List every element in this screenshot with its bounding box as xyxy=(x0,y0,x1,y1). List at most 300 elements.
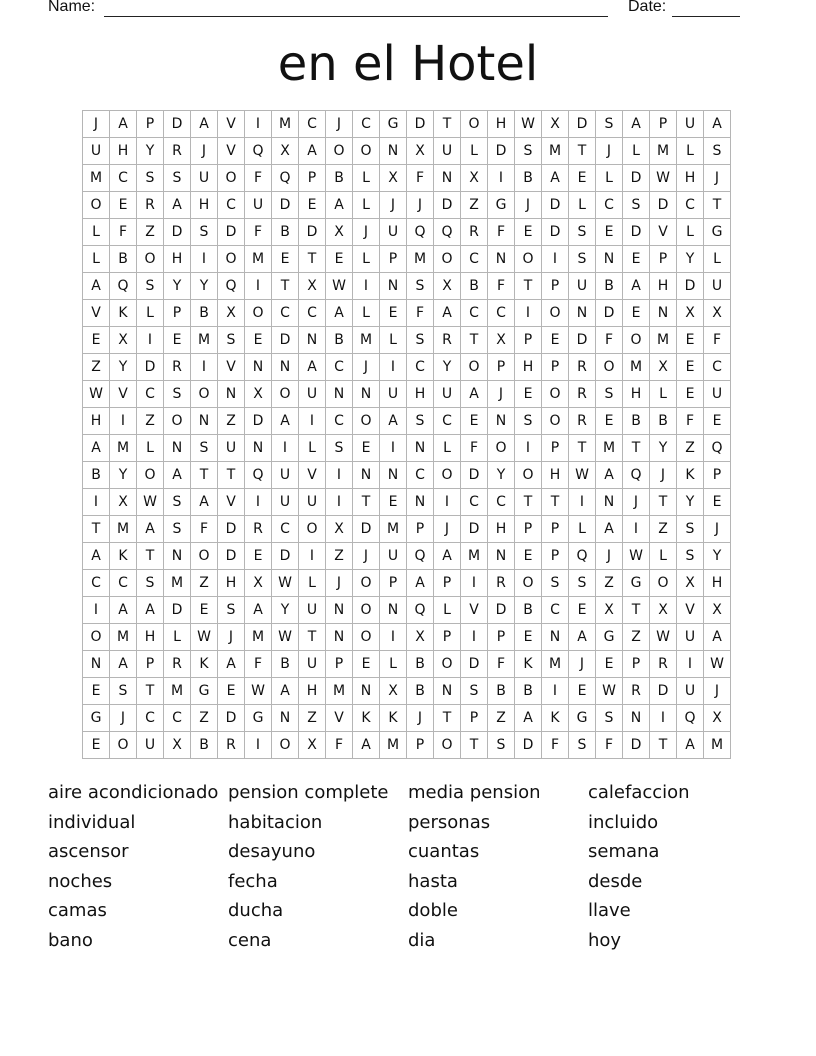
grid-cell[interactable]: E xyxy=(542,327,569,354)
grid-cell[interactable]: A xyxy=(461,381,488,408)
grid-cell[interactable]: U xyxy=(191,165,218,192)
grid-cell[interactable]: Y xyxy=(110,462,137,489)
grid-cell[interactable]: N xyxy=(380,138,407,165)
grid-cell[interactable]: E xyxy=(164,327,191,354)
grid-cell[interactable]: X xyxy=(704,300,731,327)
grid-cell[interactable]: S xyxy=(407,408,434,435)
grid-cell[interactable]: B xyxy=(461,273,488,300)
grid-cell[interactable]: U xyxy=(83,138,110,165)
grid-cell[interactable]: I xyxy=(299,543,326,570)
grid-cell[interactable]: B xyxy=(191,732,218,759)
grid-cell[interactable]: L xyxy=(380,651,407,678)
grid-cell[interactable]: B xyxy=(515,165,542,192)
grid-cell[interactable]: B xyxy=(623,408,650,435)
grid-cell[interactable]: P xyxy=(542,273,569,300)
grid-cell[interactable]: J xyxy=(83,111,110,138)
grid-cell[interactable]: O xyxy=(353,408,380,435)
grid-cell[interactable]: T xyxy=(623,597,650,624)
grid-cell[interactable]: X xyxy=(326,219,353,246)
grid-cell[interactable]: F xyxy=(596,327,623,354)
grid-cell[interactable]: M xyxy=(326,678,353,705)
grid-cell[interactable]: S xyxy=(191,435,218,462)
grid-cell[interactable]: L xyxy=(380,327,407,354)
grid-cell[interactable]: W xyxy=(137,489,164,516)
grid-cell[interactable]: S xyxy=(110,678,137,705)
grid-cell[interactable]: I xyxy=(461,624,488,651)
grid-cell[interactable]: L xyxy=(461,138,488,165)
grid-cell[interactable]: I xyxy=(137,327,164,354)
grid-cell[interactable]: Y xyxy=(137,138,164,165)
grid-cell[interactable]: C xyxy=(461,246,488,273)
grid-cell[interactable]: H xyxy=(137,624,164,651)
grid-cell[interactable]: C xyxy=(299,300,326,327)
grid-cell[interactable]: F xyxy=(461,435,488,462)
grid-cell[interactable]: E xyxy=(191,597,218,624)
grid-cell[interactable]: J xyxy=(353,219,380,246)
grid-cell[interactable]: K xyxy=(191,651,218,678)
grid-cell[interactable]: A xyxy=(677,732,704,759)
grid-cell[interactable]: U xyxy=(272,462,299,489)
grid-cell[interactable]: N xyxy=(623,705,650,732)
grid-cell[interactable]: X xyxy=(704,705,731,732)
grid-cell[interactable]: S xyxy=(515,138,542,165)
grid-cell[interactable]: J xyxy=(596,543,623,570)
grid-cell[interactable]: N xyxy=(326,624,353,651)
grid-cell[interactable]: Q xyxy=(407,597,434,624)
grid-cell[interactable]: T xyxy=(650,732,677,759)
grid-cell[interactable]: D xyxy=(218,543,245,570)
grid-cell[interactable]: Y xyxy=(677,246,704,273)
grid-cell[interactable]: A xyxy=(326,300,353,327)
grid-cell[interactable]: O xyxy=(137,246,164,273)
grid-cell[interactable]: A xyxy=(569,624,596,651)
grid-cell[interactable]: M xyxy=(272,111,299,138)
grid-cell[interactable]: T xyxy=(353,489,380,516)
grid-cell[interactable]: S xyxy=(596,111,623,138)
grid-cell[interactable]: P xyxy=(515,516,542,543)
grid-cell[interactable]: O xyxy=(137,462,164,489)
grid-cell[interactable]: X xyxy=(434,273,461,300)
grid-cell[interactable]: O xyxy=(245,300,272,327)
grid-cell[interactable]: D xyxy=(542,219,569,246)
grid-cell[interactable]: E xyxy=(596,219,623,246)
grid-cell[interactable]: N xyxy=(569,300,596,327)
grid-cell[interactable]: H xyxy=(488,111,515,138)
grid-cell[interactable]: I xyxy=(353,273,380,300)
grid-cell[interactable]: O xyxy=(272,381,299,408)
grid-cell[interactable]: N xyxy=(83,651,110,678)
grid-cell[interactable]: F xyxy=(326,732,353,759)
grid-cell[interactable]: L xyxy=(434,435,461,462)
grid-cell[interactable]: M xyxy=(407,246,434,273)
grid-cell[interactable]: N xyxy=(434,165,461,192)
grid-cell[interactable]: B xyxy=(272,219,299,246)
grid-cell[interactable]: N xyxy=(191,408,218,435)
grid-cell[interactable]: Q xyxy=(569,543,596,570)
grid-cell[interactable]: B xyxy=(407,678,434,705)
grid-cell[interactable]: F xyxy=(407,165,434,192)
grid-cell[interactable]: N xyxy=(488,246,515,273)
grid-cell[interactable]: O xyxy=(434,246,461,273)
grid-cell[interactable]: T xyxy=(569,138,596,165)
grid-cell[interactable]: B xyxy=(596,273,623,300)
grid-cell[interactable]: E xyxy=(110,192,137,219)
grid-cell[interactable]: X xyxy=(245,381,272,408)
grid-cell[interactable]: I xyxy=(623,516,650,543)
grid-cell[interactable]: B xyxy=(326,327,353,354)
grid-cell[interactable]: R xyxy=(623,678,650,705)
grid-cell[interactable]: P xyxy=(434,624,461,651)
grid-cell[interactable]: S xyxy=(164,489,191,516)
grid-cell[interactable]: E xyxy=(677,327,704,354)
grid-cell[interactable]: C xyxy=(326,354,353,381)
grid-cell[interactable]: F xyxy=(245,219,272,246)
grid-cell[interactable]: Q xyxy=(623,462,650,489)
grid-cell[interactable]: Z xyxy=(191,570,218,597)
grid-cell[interactable]: V xyxy=(299,462,326,489)
grid-cell[interactable]: I xyxy=(677,651,704,678)
grid-cell[interactable]: J xyxy=(488,381,515,408)
grid-cell[interactable]: W xyxy=(272,624,299,651)
grid-cell[interactable]: Y xyxy=(704,543,731,570)
grid-cell[interactable]: H xyxy=(191,192,218,219)
grid-cell[interactable]: S xyxy=(596,705,623,732)
grid-cell[interactable]: R xyxy=(164,138,191,165)
grid-cell[interactable]: K xyxy=(380,705,407,732)
grid-cell[interactable]: A xyxy=(137,516,164,543)
grid-cell[interactable]: Y xyxy=(191,273,218,300)
grid-cell[interactable]: E xyxy=(623,246,650,273)
grid-cell[interactable]: P xyxy=(623,651,650,678)
grid-cell[interactable]: I xyxy=(650,705,677,732)
grid-cell[interactable]: E xyxy=(515,624,542,651)
date-field-line[interactable] xyxy=(672,16,740,17)
grid-cell[interactable]: V xyxy=(110,381,137,408)
grid-cell[interactable]: G xyxy=(704,219,731,246)
grid-cell[interactable]: X xyxy=(380,678,407,705)
grid-cell[interactable]: Q xyxy=(245,138,272,165)
grid-cell[interactable]: X xyxy=(110,489,137,516)
grid-cell[interactable]: D xyxy=(299,219,326,246)
grid-cell[interactable]: I xyxy=(245,732,272,759)
grid-cell[interactable]: T xyxy=(137,543,164,570)
grid-cell[interactable]: S xyxy=(191,219,218,246)
grid-cell[interactable]: U xyxy=(299,651,326,678)
grid-cell[interactable]: U xyxy=(380,381,407,408)
grid-cell[interactable]: P xyxy=(488,354,515,381)
grid-cell[interactable]: C xyxy=(110,165,137,192)
grid-cell[interactable]: J xyxy=(704,678,731,705)
grid-cell[interactable]: N xyxy=(434,678,461,705)
grid-cell[interactable]: E xyxy=(623,300,650,327)
grid-cell[interactable]: T xyxy=(434,705,461,732)
grid-cell[interactable]: N xyxy=(299,327,326,354)
grid-cell[interactable]: O xyxy=(353,138,380,165)
grid-cell[interactable]: D xyxy=(272,192,299,219)
grid-cell[interactable]: Q xyxy=(110,273,137,300)
grid-cell[interactable]: S xyxy=(164,165,191,192)
grid-cell[interactable]: B xyxy=(326,165,353,192)
grid-cell[interactable]: L xyxy=(596,165,623,192)
grid-cell[interactable]: O xyxy=(488,435,515,462)
grid-cell[interactable]: E xyxy=(272,246,299,273)
grid-cell[interactable]: E xyxy=(704,408,731,435)
grid-cell[interactable]: O xyxy=(218,246,245,273)
grid-cell[interactable]: E xyxy=(218,678,245,705)
grid-cell[interactable]: J xyxy=(407,705,434,732)
grid-cell[interactable]: D xyxy=(488,597,515,624)
grid-cell[interactable]: D xyxy=(569,111,596,138)
grid-cell[interactable]: D xyxy=(164,111,191,138)
grid-cell[interactable]: D xyxy=(407,111,434,138)
grid-cell[interactable]: O xyxy=(326,138,353,165)
grid-cell[interactable]: Z xyxy=(191,705,218,732)
grid-cell[interactable]: S xyxy=(488,732,515,759)
grid-cell[interactable]: N xyxy=(596,246,623,273)
grid-cell[interactable]: Z xyxy=(461,192,488,219)
grid-cell[interactable]: R xyxy=(569,354,596,381)
grid-cell[interactable]: W xyxy=(704,651,731,678)
grid-cell[interactable]: J xyxy=(623,489,650,516)
grid-cell[interactable]: T xyxy=(272,273,299,300)
grid-cell[interactable]: C xyxy=(137,705,164,732)
grid-cell[interactable]: N xyxy=(272,705,299,732)
grid-cell[interactable]: V xyxy=(461,597,488,624)
grid-cell[interactable]: L xyxy=(623,138,650,165)
grid-cell[interactable]: C xyxy=(488,489,515,516)
grid-cell[interactable]: X xyxy=(650,597,677,624)
grid-cell[interactable]: N xyxy=(488,408,515,435)
grid-cell[interactable]: K xyxy=(110,300,137,327)
grid-cell[interactable]: A xyxy=(623,273,650,300)
grid-cell[interactable]: E xyxy=(353,435,380,462)
grid-cell[interactable]: U xyxy=(218,435,245,462)
grid-cell[interactable]: D xyxy=(623,165,650,192)
grid-cell[interactable]: I xyxy=(380,435,407,462)
grid-cell[interactable]: I xyxy=(326,462,353,489)
grid-cell[interactable]: V xyxy=(83,300,110,327)
grid-cell[interactable]: E xyxy=(380,300,407,327)
grid-cell[interactable]: G xyxy=(245,705,272,732)
grid-cell[interactable]: I xyxy=(191,246,218,273)
grid-cell[interactable]: P xyxy=(380,246,407,273)
grid-cell[interactable]: I xyxy=(434,489,461,516)
grid-cell[interactable]: D xyxy=(218,705,245,732)
grid-cell[interactable]: X xyxy=(677,300,704,327)
grid-cell[interactable]: H xyxy=(677,165,704,192)
grid-cell[interactable]: A xyxy=(542,165,569,192)
grid-cell[interactable]: V xyxy=(650,219,677,246)
grid-cell[interactable]: C xyxy=(677,192,704,219)
grid-cell[interactable]: B xyxy=(488,678,515,705)
grid-cell[interactable]: D xyxy=(569,327,596,354)
grid-cell[interactable]: U xyxy=(704,381,731,408)
grid-cell[interactable]: T xyxy=(623,435,650,462)
grid-cell[interactable]: D xyxy=(218,516,245,543)
grid-cell[interactable]: Z xyxy=(137,219,164,246)
grid-cell[interactable]: I xyxy=(326,489,353,516)
grid-cell[interactable]: F xyxy=(488,219,515,246)
grid-cell[interactable]: T xyxy=(704,192,731,219)
grid-cell[interactable]: M xyxy=(245,246,272,273)
grid-cell[interactable]: X xyxy=(542,111,569,138)
grid-cell[interactable]: H xyxy=(488,516,515,543)
grid-cell[interactable]: E xyxy=(245,543,272,570)
grid-cell[interactable]: S xyxy=(407,327,434,354)
grid-cell[interactable]: A xyxy=(515,705,542,732)
grid-cell[interactable]: P xyxy=(542,354,569,381)
grid-cell[interactable]: Q xyxy=(704,435,731,462)
grid-cell[interactable]: X xyxy=(272,138,299,165)
grid-cell[interactable]: N xyxy=(407,489,434,516)
grid-cell[interactable]: X xyxy=(380,165,407,192)
grid-cell[interactable]: L xyxy=(299,570,326,597)
grid-cell[interactable]: P xyxy=(542,516,569,543)
grid-cell[interactable]: I xyxy=(542,246,569,273)
grid-cell[interactable]: Y xyxy=(488,462,515,489)
grid-cell[interactable]: P xyxy=(137,651,164,678)
grid-cell[interactable]: N xyxy=(326,381,353,408)
grid-cell[interactable]: Y xyxy=(677,489,704,516)
grid-cell[interactable]: W xyxy=(569,462,596,489)
grid-cell[interactable]: X xyxy=(110,327,137,354)
grid-cell[interactable]: E xyxy=(569,597,596,624)
grid-cell[interactable]: I xyxy=(380,354,407,381)
grid-cell[interactable]: G xyxy=(191,678,218,705)
grid-cell[interactable]: M xyxy=(380,732,407,759)
grid-cell[interactable]: M xyxy=(164,678,191,705)
grid-cell[interactable]: A xyxy=(380,408,407,435)
grid-cell[interactable]: E xyxy=(353,651,380,678)
grid-cell[interactable]: X xyxy=(488,327,515,354)
grid-cell[interactable]: O xyxy=(353,570,380,597)
grid-cell[interactable]: E xyxy=(380,489,407,516)
grid-cell[interactable]: Y xyxy=(164,273,191,300)
grid-cell[interactable]: U xyxy=(380,543,407,570)
grid-cell[interactable]: F xyxy=(110,219,137,246)
grid-cell[interactable]: L xyxy=(677,219,704,246)
grid-cell[interactable]: M xyxy=(191,327,218,354)
grid-cell[interactable]: L xyxy=(650,381,677,408)
grid-cell[interactable]: K xyxy=(353,705,380,732)
grid-cell[interactable]: G xyxy=(380,111,407,138)
grid-cell[interactable]: S xyxy=(569,570,596,597)
grid-cell[interactable]: O xyxy=(515,462,542,489)
grid-cell[interactable]: E xyxy=(83,327,110,354)
grid-cell[interactable]: U xyxy=(245,192,272,219)
grid-cell[interactable]: M xyxy=(110,435,137,462)
grid-cell[interactable]: X xyxy=(677,570,704,597)
grid-cell[interactable]: H xyxy=(623,381,650,408)
grid-cell[interactable]: O xyxy=(461,111,488,138)
grid-cell[interactable]: S xyxy=(137,273,164,300)
grid-cell[interactable]: C xyxy=(110,570,137,597)
grid-cell[interactable]: A xyxy=(596,462,623,489)
grid-cell[interactable]: A xyxy=(272,408,299,435)
grid-cell[interactable]: J xyxy=(407,192,434,219)
grid-cell[interactable]: L xyxy=(353,192,380,219)
grid-cell[interactable]: U xyxy=(299,381,326,408)
grid-cell[interactable]: D xyxy=(515,732,542,759)
grid-cell[interactable]: F xyxy=(488,651,515,678)
grid-cell[interactable]: R xyxy=(164,354,191,381)
grid-cell[interactable]: L xyxy=(83,219,110,246)
grid-cell[interactable]: A xyxy=(407,570,434,597)
grid-cell[interactable]: H xyxy=(164,246,191,273)
grid-cell[interactable]: D xyxy=(353,516,380,543)
grid-cell[interactable]: M xyxy=(542,651,569,678)
grid-cell[interactable]: Z xyxy=(623,624,650,651)
grid-cell[interactable]: M xyxy=(704,732,731,759)
grid-cell[interactable]: W xyxy=(596,678,623,705)
grid-cell[interactable]: E xyxy=(326,246,353,273)
grid-cell[interactable]: C xyxy=(542,597,569,624)
grid-cell[interactable]: O xyxy=(650,570,677,597)
grid-cell[interactable]: A xyxy=(110,651,137,678)
grid-cell[interactable]: J xyxy=(353,354,380,381)
grid-cell[interactable]: W xyxy=(650,624,677,651)
grid-cell[interactable]: C xyxy=(272,516,299,543)
grid-cell[interactable]: Y xyxy=(272,597,299,624)
grid-cell[interactable]: C xyxy=(461,300,488,327)
grid-cell[interactable]: D xyxy=(677,273,704,300)
grid-cell[interactable]: N xyxy=(380,273,407,300)
grid-cell[interactable]: E xyxy=(245,327,272,354)
grid-cell[interactable]: W xyxy=(191,624,218,651)
grid-cell[interactable]: S xyxy=(569,732,596,759)
grid-cell[interactable]: M xyxy=(164,570,191,597)
grid-cell[interactable]: U xyxy=(704,273,731,300)
grid-cell[interactable]: D xyxy=(164,219,191,246)
grid-cell[interactable]: O xyxy=(164,408,191,435)
grid-cell[interactable]: T xyxy=(137,678,164,705)
grid-cell[interactable]: N xyxy=(164,543,191,570)
grid-cell[interactable]: N xyxy=(650,300,677,327)
grid-cell[interactable]: P xyxy=(380,570,407,597)
grid-cell[interactable]: T xyxy=(542,489,569,516)
grid-cell[interactable]: F xyxy=(704,327,731,354)
grid-cell[interactable]: R xyxy=(488,570,515,597)
grid-cell[interactable]: H xyxy=(299,678,326,705)
grid-cell[interactable]: I xyxy=(542,678,569,705)
grid-cell[interactable]: E xyxy=(515,543,542,570)
grid-cell[interactable]: O xyxy=(191,543,218,570)
grid-cell[interactable]: S xyxy=(704,138,731,165)
grid-cell[interactable]: B xyxy=(407,651,434,678)
grid-cell[interactable]: Q xyxy=(218,273,245,300)
grid-cell[interactable]: X xyxy=(407,624,434,651)
grid-cell[interactable]: Y xyxy=(650,435,677,462)
grid-cell[interactable]: X xyxy=(245,570,272,597)
grid-cell[interactable]: E xyxy=(704,489,731,516)
grid-cell[interactable]: O xyxy=(83,192,110,219)
grid-cell[interactable]: P xyxy=(461,705,488,732)
grid-cell[interactable]: D xyxy=(461,651,488,678)
grid-cell[interactable]: F xyxy=(245,165,272,192)
grid-cell[interactable]: M xyxy=(380,516,407,543)
grid-cell[interactable]: I xyxy=(380,624,407,651)
grid-cell[interactable]: J xyxy=(353,543,380,570)
grid-cell[interactable]: G xyxy=(488,192,515,219)
grid-cell[interactable]: B xyxy=(83,462,110,489)
grid-cell[interactable]: S xyxy=(569,219,596,246)
grid-cell[interactable]: W xyxy=(83,381,110,408)
grid-cell[interactable]: G xyxy=(596,624,623,651)
grid-cell[interactable]: K xyxy=(542,705,569,732)
grid-cell[interactable]: A xyxy=(299,138,326,165)
grid-cell[interactable]: U xyxy=(569,273,596,300)
grid-cell[interactable]: P xyxy=(326,651,353,678)
